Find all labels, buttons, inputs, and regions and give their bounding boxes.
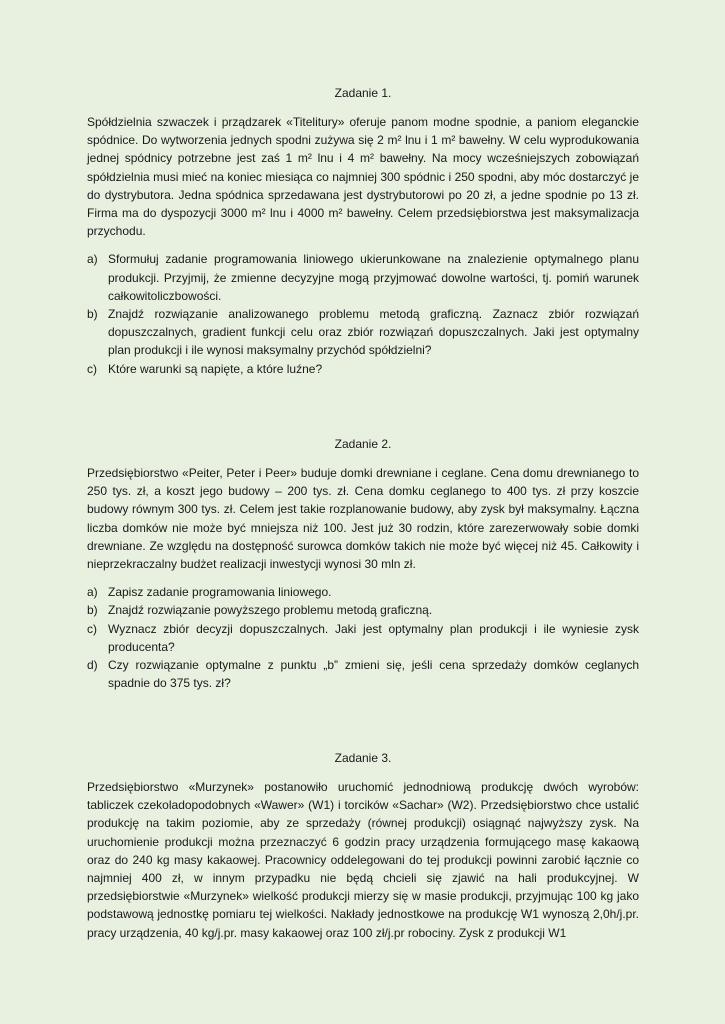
list-item-text: Czy rozwiązanie optymalne z punktu „b” zmieni się, jeśli cena sprzedaży domków ceglanych spadnie do 375 tys. zł? (108, 658, 639, 691)
task-3-section (87, 749, 639, 942)
task-2-list (87, 583, 639, 692)
list-item (87, 250, 639, 305)
list-marker: d) (87, 658, 98, 673)
task-3-title: Zadanie 3. (334, 751, 392, 765)
list-item (87, 601, 639, 619)
list-marker: b) (87, 307, 98, 322)
task-3-paragraph: Przedsiębiorstwo «Murzynek» postanowiło uruchomić jednodniową produkcję dwóch wyrobów: tabliczek czekoladopodobnych «Wawer» (W1) i torcików «Sachar» (W2). Przedsiębiorstwo chce ustalić produkcję na takim poziomie, aby ze sprzedaży (równej produkcji) osiągnąć najwyższy zysk. Na uruchomienie produkcji można przeznaczyć 6 godzin pracy urządzenia formującego masę kakaową oraz do 240 kg masy kakaowej. Pracownicy oddelegowani do tej produkcji powinni zarobić łącznie co najmniej 400 zł, w innym przypadku nie będą chcieli się zjawić na hali produkcyjnej. W przedsiębiorstwie «Murzynek» wielkość produkcji mierzy się w masie produkcji, przyjmując 100 kg jako podstawową jednostkę pomiaru tej wielkości. Nakłady jednostkowe na produkcję W1 wynoszą 2,0h/j.pr. pracy urządzenia, 40 kg/j.pr. masy kakaowej oraz 100 zł/j.pr robociny. Zysk z produkcji W1 (87, 780, 639, 940)
list-item-text: Które warunki są napięte, a które luźne? (108, 361, 323, 376)
list-marker: a) (87, 252, 98, 267)
list-item-text: Znajdź rozwiązanie powyższego problemu metodą graficzną. (108, 603, 433, 618)
list-item (87, 360, 639, 378)
list-marker: b) (87, 603, 98, 618)
list-item-text: Zapisz zadanie programowania liniowego. (108, 585, 332, 600)
task-1-list (87, 250, 639, 377)
list-marker: c) (87, 361, 97, 376)
list-item (87, 656, 639, 692)
list-marker: a) (87, 585, 98, 600)
task-2-paragraph: Przedsiębiorstwo «Peiter, Peter i Peer» buduje domki drewniane i ceglane. Cena domu drewnianego to 250 tys. zł, a koszt jego budowy – 200 tys. zł. Cena domku ceglanego to 400 tys. zł przy koszcie budowy równym 300 tys. zł. Celem jest takie rozplanowanie budowy, aby zysk był maksymalny. Łączna liczba domków nie może być mniejsza niż 100. Jest już 30 rodzin, które zarezerwowały sobie domki drewniane. Ze względu na dostępność surowca domków takich nie może być więcej niż 45. Całkowity i nieprzekraczalny budżet realizacji inwestycji wynosi 30 mln zł. (87, 466, 639, 572)
list-item-text: Sformułuj zadanie programowania liniowego ukierunkowane na znalezienie optymalnego planu produkcji. Przyjmij, że zmienne decyzyjne mogą przyjmować dowolne wartości, tj. pomiń warunek całkowitoliczbowości. (108, 252, 639, 303)
task-2-section (87, 435, 639, 692)
task-1-section (87, 84, 639, 378)
list-item-text: Wyznacz zbiór decyzji dopuszczalnych. Jaki jest optymalny plan produkcji i ile wyniesie zysk producenta? (108, 621, 639, 654)
list-item (87, 305, 639, 360)
list-item (87, 583, 639, 601)
task-1-title: Zadanie 1. (334, 86, 392, 100)
task-1-paragraph: Spółdzielnia szwaczek i prządzarek «Titelitury» oferuje panom modne spodnie, a paniom eleganckie spódnice. Do wytworzenia jednych spodni zużywa się 2 m² lnu i 1 m² bawełny. W celu wyprodukowania jednej spódnicy potrzebne jest zaś 1 m² lnu i 4 m² bawełny. Na mocy wcześniejszych zobowiązań spółdzielnia musi mieć na koniec miesiąca co najmniej 300 spódnic i 250 spodni, aby móc dostarczyć je do dystrybutora. Jedna spódnica sprzedawana jest dystrybutorowi po 20 zł, a jedne spodnie po 13 zł. Firma ma do dyspozycji 3000 m² lnu i 4000 m² bawełny. Celem przedsiębiorstwa jest maksymalizacja przychodu. (87, 115, 639, 239)
list-item (87, 620, 639, 656)
list-marker: c) (87, 621, 97, 636)
list-item-text: Znajdź rozwiązanie analizowanego problemu metodą graficzną. Zaznacz zbiór rozwiązań dopuszczalnych, gradient funkcji celu oraz zbiór rozwiązań dopuszczalnych. Jaki jest optymalny plan produkcji i ile wynosi maksymalny przychód spółdzielni? (108, 307, 639, 358)
task-2-title: Zadanie 2. (334, 437, 392, 451)
